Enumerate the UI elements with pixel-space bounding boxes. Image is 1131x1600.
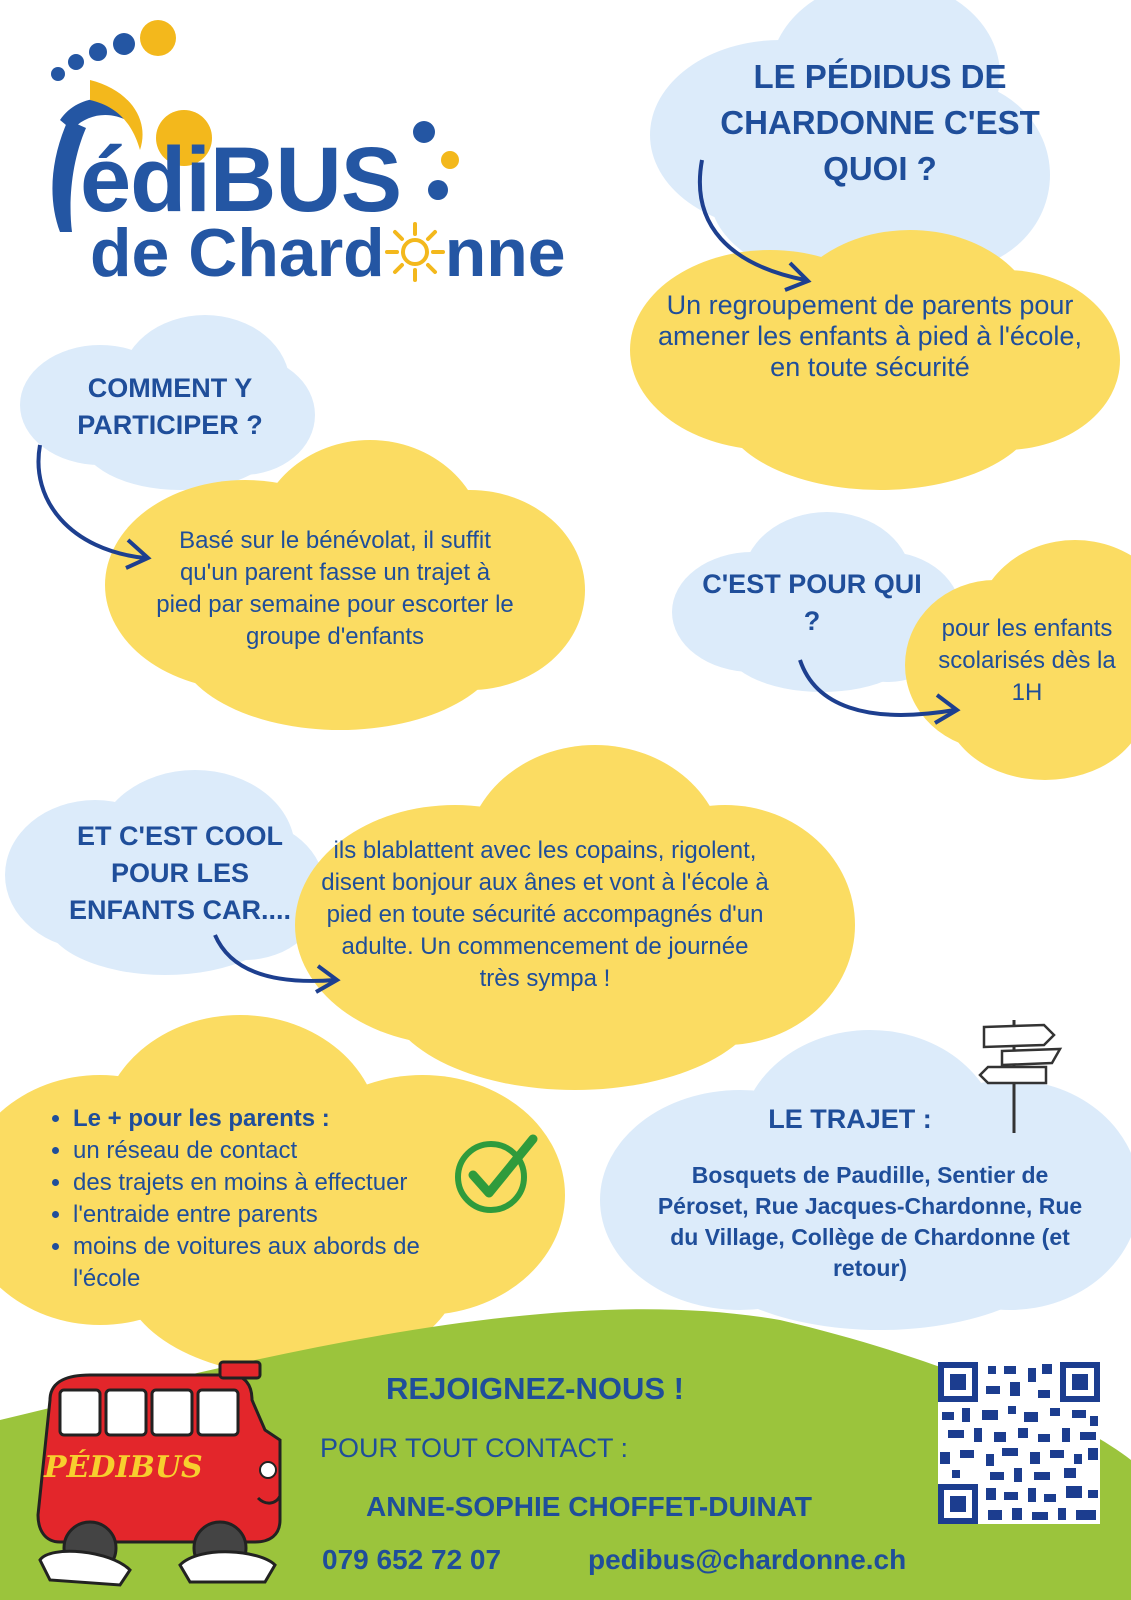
- route-title: LE TRAJET :: [768, 1104, 932, 1134]
- signpost-icon: [972, 1015, 1062, 1135]
- cool-title: ET C'EST COOL POUR LES ENFANTS CAR....: [68, 821, 291, 925]
- list-item: • des trajets en moins à effectuer: [73, 1167, 493, 1199]
- what-text: Un regroupement de parents pour amener les enfants à pied à l'école, en toute sécurité: [658, 290, 1082, 382]
- bus-label: PÉDIBUS: [44, 1450, 203, 1485]
- list-item: • Le + pour les parents :: [73, 1103, 493, 1135]
- parents-list: [45, 1103, 493, 1295]
- cool-text: ils blablattent avec les copains, rigolent, disent bonjour aux ânes et vont à l'école à pied en toute sécurité accompagnés d'un adulte. Un commencement de journée très sympa !: [321, 837, 769, 992]
- bus-illustration: [30, 1370, 290, 1590]
- who-title: C'EST POUR QUI ?: [702, 569, 922, 636]
- join-heading: REJOIGNEZ-NOUS !: [386, 1371, 684, 1406]
- logo-subtitle-part2: nne: [444, 215, 566, 291]
- contact-name: ANNE-SOPHIE CHOFFET-DUINAT: [366, 1491, 812, 1522]
- who-text: pour les enfants scolarisés dès la 1H: [938, 615, 1116, 706]
- qr-code[interactable]: [938, 1362, 1100, 1524]
- arrow-how: [30, 440, 160, 580]
- contact-phone[interactable]: 079 652 72 07: [322, 1544, 502, 1575]
- logo: [20, 10, 640, 300]
- list-item: • moins de voitures aux abords de l'école: [73, 1231, 493, 1295]
- how-title: COMMENT Y PARTICIPER ?: [77, 373, 263, 440]
- logo-subtitle-part1: de Chard: [90, 215, 385, 291]
- list-item: • un réseau de contact: [73, 1135, 493, 1167]
- what-title: LE PÉDIDUS DE CHARDONNE C'EST QUOI ?: [720, 58, 1040, 187]
- logo-title: édiBUS: [80, 129, 402, 231]
- route-text: Bosquets de Paudille, Sentier de Péroset, Rue Jacques-Chardonne, Rue du Village, Collège de Chardonne (et retour): [657, 1162, 1083, 1281]
- contact-email[interactable]: pedibus@chardonne.ch: [588, 1544, 907, 1575]
- how-text: Basé sur le bénévolat, il suffit qu'un parent fasse un trajet à pied par semaine pour escorter le groupe d'enfants: [156, 527, 514, 650]
- sun-icon: [385, 222, 445, 282]
- contact-label: POUR TOUT CONTACT :: [320, 1433, 629, 1463]
- checkmark-icon: [455, 1135, 545, 1215]
- list-item: • l'entraide entre parents: [73, 1199, 493, 1231]
